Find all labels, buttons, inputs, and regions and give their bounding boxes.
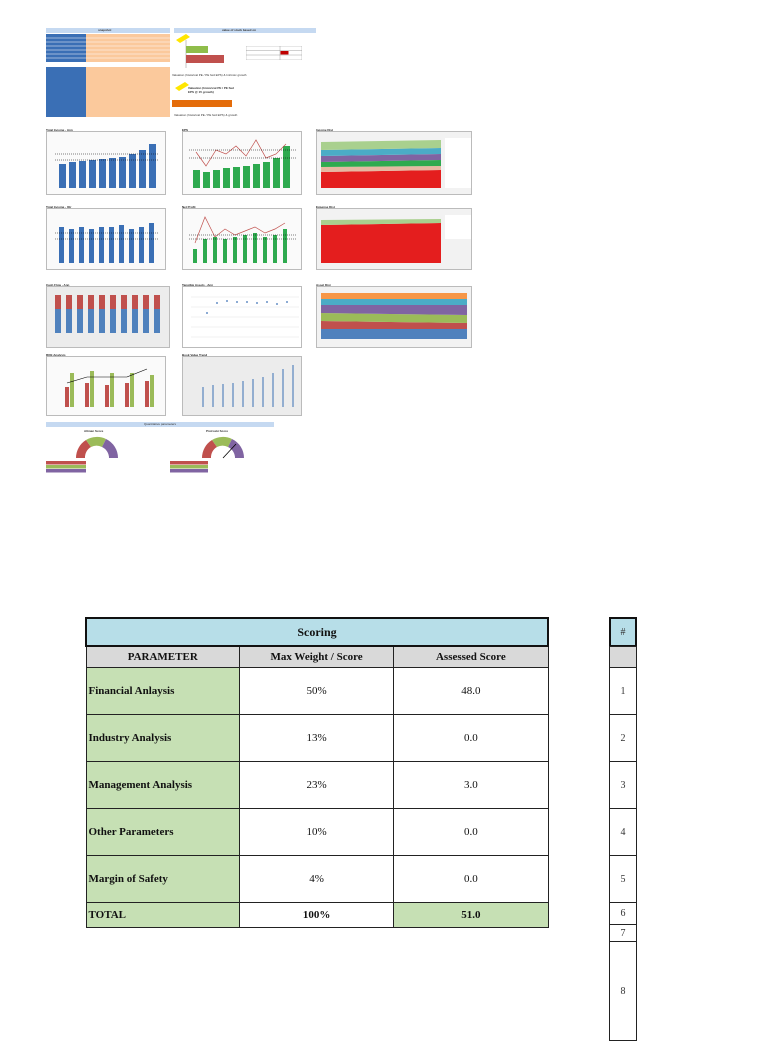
- income-dist-chart: [317, 132, 472, 195]
- thumb-title-net-profit: Net Profit: [182, 205, 196, 209]
- thumb-tangible: [182, 286, 302, 348]
- col-header-assessed: Assessed Score: [394, 646, 548, 667]
- param-weight: 23%: [239, 761, 393, 808]
- thumb-cashflow: [46, 286, 170, 348]
- sales-qtr-chart: [47, 209, 166, 270]
- snapshot-description-block: [46, 67, 170, 117]
- altman-gauge: [74, 434, 120, 460]
- thumb-title-asset-dist: Asset Dist: [316, 283, 331, 287]
- quant-header-label: Quantitative parameters: [144, 422, 177, 426]
- valuation-caption-1: Valuation (historical PE / PE fwd EPS) & Intrinsic growth: [172, 73, 247, 77]
- total-weight: 100%: [239, 902, 393, 927]
- thumb-sales-qtr: [46, 208, 166, 270]
- cashflow-chart: [47, 287, 170, 348]
- param-assessed: 0.0: [394, 808, 548, 855]
- value-header-label: value of stock based on: [222, 28, 257, 32]
- piotroski-legend: [170, 460, 208, 472]
- thumb-income-dist: [316, 131, 472, 195]
- param-assessed: 3.0: [394, 761, 548, 808]
- altman-legend-svg: [46, 461, 86, 473]
- index-cell: 3: [609, 761, 637, 809]
- piotroski-score-title: Piotroski Score: [206, 429, 229, 433]
- thumb-net-profit: [182, 208, 302, 270]
- asset-dist-chart: [317, 287, 472, 348]
- index-cell: 5: [609, 855, 637, 903]
- valuation-caption-2: Valuation (historical PE / PE fwd EPS) & growth: [174, 113, 238, 117]
- thumb-title-eps: EPS: [182, 128, 189, 132]
- scoring-table: [85, 617, 549, 928]
- thumb-title-sales-ann: Total Income - Ann: [46, 128, 73, 132]
- altman-score-title: Altman Score: [84, 429, 104, 433]
- sales-ann-chart: [47, 132, 166, 195]
- thumb-title-expense-dist: Expense Dist: [316, 205, 335, 209]
- eps-chart: [183, 132, 302, 195]
- altman-gauge-svg: [74, 434, 120, 460]
- param-assessed: 0.0: [394, 714, 548, 761]
- thumb-title-tangible: Tangible Assets - Ann: [182, 283, 214, 287]
- book-value-chart: [183, 357, 302, 416]
- thumb-title-book-value: Book Value Trend: [182, 353, 208, 357]
- thumb-eps: [182, 131, 302, 195]
- roe-chart: [47, 357, 166, 416]
- snapshot-header-label: snapshot: [98, 28, 112, 32]
- piotroski-gauge-svg: [200, 434, 246, 460]
- param-assessed: 0.0: [394, 855, 548, 902]
- thumb-asset-dist: [316, 286, 472, 348]
- snapshot-grid-svg: [46, 34, 170, 62]
- param-name: Financial Anlaysis: [86, 667, 239, 714]
- col-header-parameter: PARAMETER: [86, 646, 239, 667]
- valuation-mini-table: [246, 46, 302, 60]
- thumb-expense-dist: [316, 208, 472, 270]
- col-header-max-weight: Max Weight / Score: [239, 646, 393, 667]
- thumb-book-value: [182, 356, 302, 416]
- scoring-title-row: [86, 618, 548, 646]
- net-profit-chart: [183, 209, 302, 270]
- piotroski-legend-svg: [170, 461, 208, 473]
- param-name: Industry Analysis: [86, 714, 239, 761]
- param-weight: 10%: [239, 808, 393, 855]
- snapshot-description-svg: [46, 67, 170, 117]
- thumb-title-income-dist: Income Dist: [316, 128, 334, 132]
- total-assessed: 51.0: [394, 902, 548, 927]
- index-cell: 7: [609, 924, 637, 942]
- index-cell: 6: [609, 902, 637, 925]
- valuation-widget-1: [176, 34, 242, 74]
- total-label: TOTAL: [86, 902, 239, 927]
- altman-legend: [46, 460, 86, 472]
- table-row: [86, 667, 548, 714]
- index-cell: 2: [609, 714, 637, 762]
- table-row: [86, 714, 548, 761]
- snapshot-grid: [46, 34, 170, 62]
- table-row: [86, 808, 548, 855]
- thumb-title-sales-qtr: Total Income - Qtr: [46, 205, 72, 209]
- scoring-header-row: [86, 646, 548, 667]
- index-column: [609, 617, 637, 1041]
- valuation-mini-table-svg: [246, 46, 302, 60]
- param-name: Other Parameters: [86, 808, 239, 855]
- table-row: [86, 855, 548, 902]
- thumb-sales-ann: [46, 131, 166, 195]
- thumb-title-cashflow: Cash Flow - Ann: [46, 283, 70, 287]
- total-row: [86, 902, 548, 927]
- param-name: Margin of Safety: [86, 855, 239, 902]
- index-cell: 8: [609, 941, 637, 1041]
- index-subheader: [609, 646, 637, 668]
- expense-dist-chart: [317, 209, 472, 270]
- valuation-chart-1: [176, 34, 242, 74]
- index-cell: 1: [609, 667, 637, 715]
- scoring-title: Scoring: [86, 618, 548, 646]
- thumb-roe: [46, 356, 166, 416]
- param-name: Management Analysis: [86, 761, 239, 808]
- param-weight: 13%: [239, 714, 393, 761]
- param-assessed: 48.0: [394, 667, 548, 714]
- tangible-chart: [183, 287, 302, 348]
- param-weight: 50%: [239, 667, 393, 714]
- piotroski-gauge: [200, 434, 246, 460]
- thumb-title-roe: ROE Analysis: [46, 353, 66, 357]
- index-cell: 4: [609, 808, 637, 856]
- table-row: [86, 761, 548, 808]
- index-header: #: [609, 617, 637, 647]
- valuation-label-2: Valuation (historical PE / PE fwd EPS @ 15 growth): [188, 86, 234, 94]
- param-weight: 4%: [239, 855, 393, 902]
